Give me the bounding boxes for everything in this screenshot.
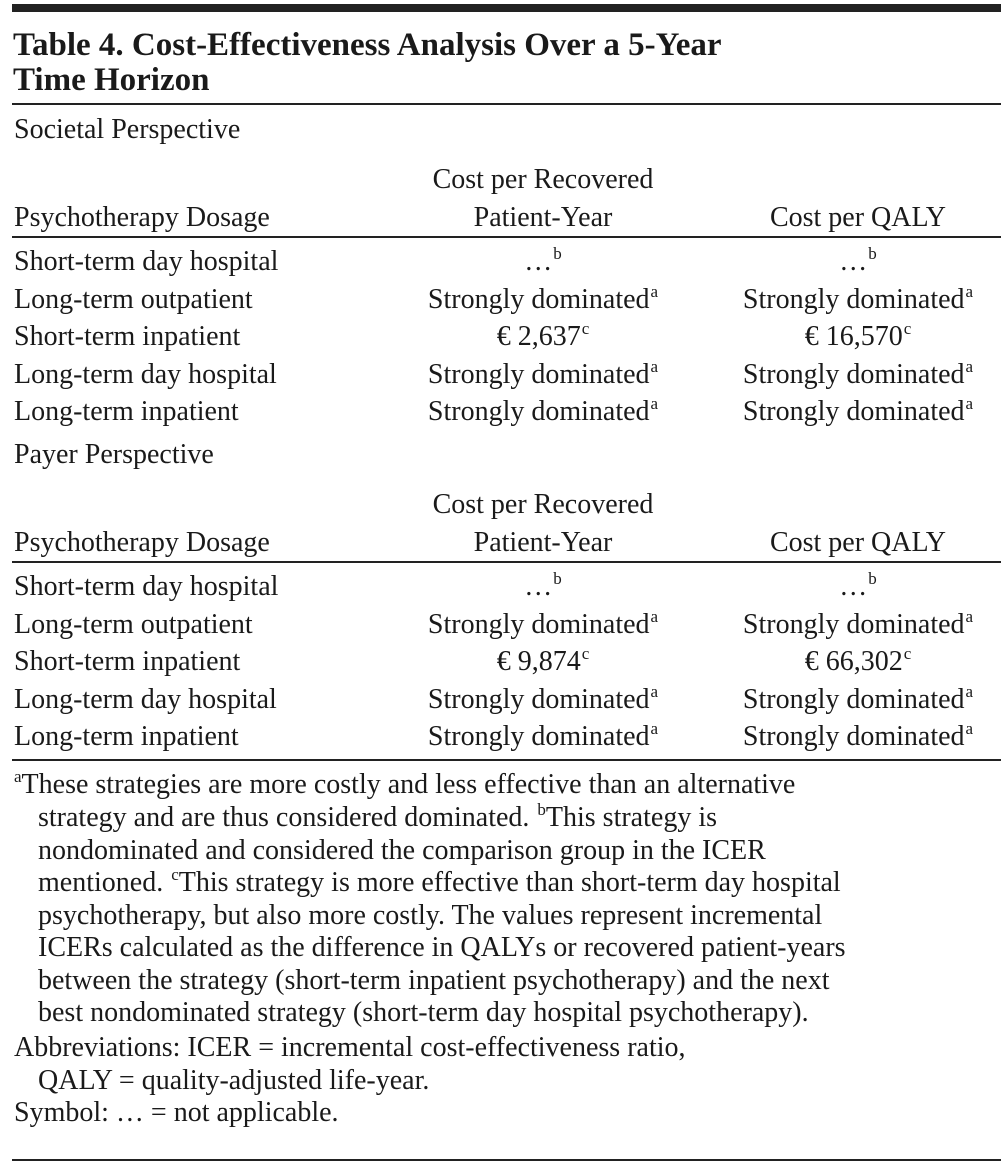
cell-value: Strongly dominated — [427, 396, 650, 427]
footnote-marker: a — [965, 719, 974, 738]
section-heading: Societal Perspective — [14, 114, 241, 145]
column-header-dosage: Psychotherapy Dosage — [14, 202, 270, 233]
column-header-qaly: Cost per QALY — [769, 202, 947, 233]
footnote-marker: b — [868, 244, 877, 263]
cell-value: Strongly dominated — [742, 358, 965, 390]
footnote-marker: a — [965, 356, 974, 376]
cost-per-recovered-cell — [393, 357, 693, 396]
footnote-line — [38, 802, 717, 837]
footnote-text: These strategies are more costly and less effective than an alternative — [21, 769, 796, 800]
cell-value: € 66,302 — [804, 646, 903, 677]
cost-per-recovered-cell — [393, 607, 693, 646]
table-bottom-rule — [12, 759, 1001, 761]
cost-per-qaly-cell — [708, 394, 1007, 433]
row-label: Long-term inpatient — [14, 396, 239, 427]
abbreviations-line: Abbreviations: ICER = incremental cost-effectiveness ratio, — [14, 1032, 686, 1063]
abbreviations-line: QALY = quality-adjusted life-year. — [38, 1065, 430, 1096]
cell-value: Strongly dominated — [742, 608, 965, 640]
footnote-text: mentioned. — [38, 867, 171, 898]
table-title-line2: Time Horizon — [13, 62, 210, 98]
cost-per-recovered-cell — [393, 244, 693, 283]
footnote-marker: c — [903, 644, 912, 663]
cell-value: … — [524, 246, 553, 277]
footnote-line: psychotherapy, but also more costly. The values represent incremental — [38, 900, 823, 931]
column-header-dosage: Psychotherapy Dosage — [14, 527, 270, 558]
footnote-marker: a — [650, 681, 659, 701]
column-header-recovered-line1: Cost per Recovered — [432, 164, 654, 195]
row-label: Short-term day hospital — [14, 246, 279, 277]
cell-value: Strongly dominated — [742, 683, 965, 715]
footnote-marker: b — [553, 244, 562, 263]
cost-per-qaly-cell — [708, 682, 1007, 721]
column-header-qaly: Cost per QALY — [769, 527, 947, 558]
cell-value: € 16,570 — [804, 321, 903, 352]
row-label: Short-term inpatient — [14, 321, 241, 352]
title-rule — [12, 103, 1001, 105]
row-label: Long-term inpatient — [14, 721, 239, 752]
cell-value: Strongly dominated — [427, 283, 650, 315]
column-header-recovered-line1: Cost per Recovered — [432, 489, 654, 520]
footnote-marker: a — [965, 281, 974, 301]
cost-per-qaly-cell — [708, 357, 1007, 396]
row-label: Long-term day hospital — [14, 358, 277, 390]
footnote-marker: c — [581, 644, 590, 663]
cell-value: … — [839, 571, 868, 602]
footnote-line — [14, 769, 795, 804]
row-label: Long-term outpatient — [14, 283, 253, 315]
cell-value: € 2,637 — [496, 321, 581, 352]
footnote-marker: a — [965, 681, 974, 701]
footnote-marker: b — [553, 569, 562, 588]
footnote-marker: c — [581, 319, 590, 338]
top-thick-rule — [12, 4, 1001, 12]
row-label: Short-term inpatient — [14, 646, 241, 677]
footnote-marker: a — [965, 606, 974, 626]
cost-per-recovered-cell — [393, 569, 693, 608]
footnote-text: This strategy is — [545, 802, 717, 833]
footnote-marker: a — [650, 394, 659, 413]
row-label: Short-term day hospital — [14, 571, 279, 602]
cost-per-recovered-cell — [393, 282, 693, 321]
footnote-text: This strategy is more effective than short-term day hospital — [178, 867, 841, 898]
cell-value: Strongly dominated — [742, 283, 965, 315]
footnote-marker: a — [14, 767, 22, 786]
column-header-recovered-line2: Patient-Year — [473, 527, 613, 558]
cell-value: … — [524, 571, 553, 602]
footnote-line: ICERs calculated as the difference in QALYs or recovered patient-years — [38, 932, 846, 963]
footnote-text: strategy and are thus considered dominated. — [38, 802, 537, 833]
footnote-marker: c — [171, 865, 179, 884]
cost-per-qaly-cell — [708, 244, 1007, 283]
footnote-line: nondominated and considered the comparison group in the ICER — [38, 835, 766, 866]
cost-per-recovered-cell — [393, 394, 693, 433]
cost-per-qaly-cell — [708, 569, 1007, 608]
column-header-recovered-line2: Patient-Year — [473, 202, 613, 233]
footnote-marker: b — [537, 800, 546, 819]
footnote-marker: a — [650, 606, 659, 626]
cell-value: Strongly dominated — [427, 608, 650, 640]
bottom-rule — [12, 1159, 1001, 1161]
cell-value: Strongly dominated — [742, 396, 965, 427]
footnote-marker: a — [650, 356, 659, 376]
symbol-note: Symbol: … = not applicable. — [14, 1097, 339, 1128]
cost-per-qaly-cell — [708, 607, 1007, 646]
footnote-marker: a — [965, 394, 974, 413]
cell-value: Strongly dominated — [742, 721, 965, 752]
table-title-line1: Table 4. Cost-Effectiveness Analysis Over a 5-Year — [13, 27, 722, 63]
cost-per-recovered-cell — [393, 319, 693, 358]
header-rule — [12, 561, 1001, 563]
cell-value: Strongly dominated — [427, 358, 650, 390]
cost-per-recovered-cell — [393, 719, 693, 758]
footnote-line: between the strategy (short-term inpatient psychotherapy) and the next — [38, 965, 830, 996]
cell-value: … — [839, 246, 868, 277]
footnote-marker: a — [650, 281, 659, 301]
cell-value: € 9,874 — [496, 646, 581, 677]
cost-per-qaly-cell — [708, 719, 1007, 758]
cost-per-qaly-cell — [708, 282, 1007, 321]
cost-per-recovered-cell — [393, 682, 693, 721]
footnote-line — [38, 867, 841, 902]
footnote-marker: b — [868, 569, 877, 588]
footnote-marker: a — [650, 719, 659, 738]
cost-per-qaly-cell — [708, 319, 1007, 358]
cost-per-recovered-cell — [393, 644, 693, 683]
section-heading: Payer Perspective — [14, 439, 214, 470]
footnote-line: best nondominated strategy (short-term day hospital psychotherapy). — [38, 997, 809, 1028]
row-label: Long-term day hospital — [14, 683, 277, 715]
header-rule — [12, 236, 1001, 238]
cell-value: Strongly dominated — [427, 721, 650, 752]
row-label: Long-term outpatient — [14, 608, 253, 640]
cell-value: Strongly dominated — [427, 683, 650, 715]
footnote-marker: c — [903, 319, 912, 338]
cost-per-qaly-cell — [708, 644, 1007, 683]
